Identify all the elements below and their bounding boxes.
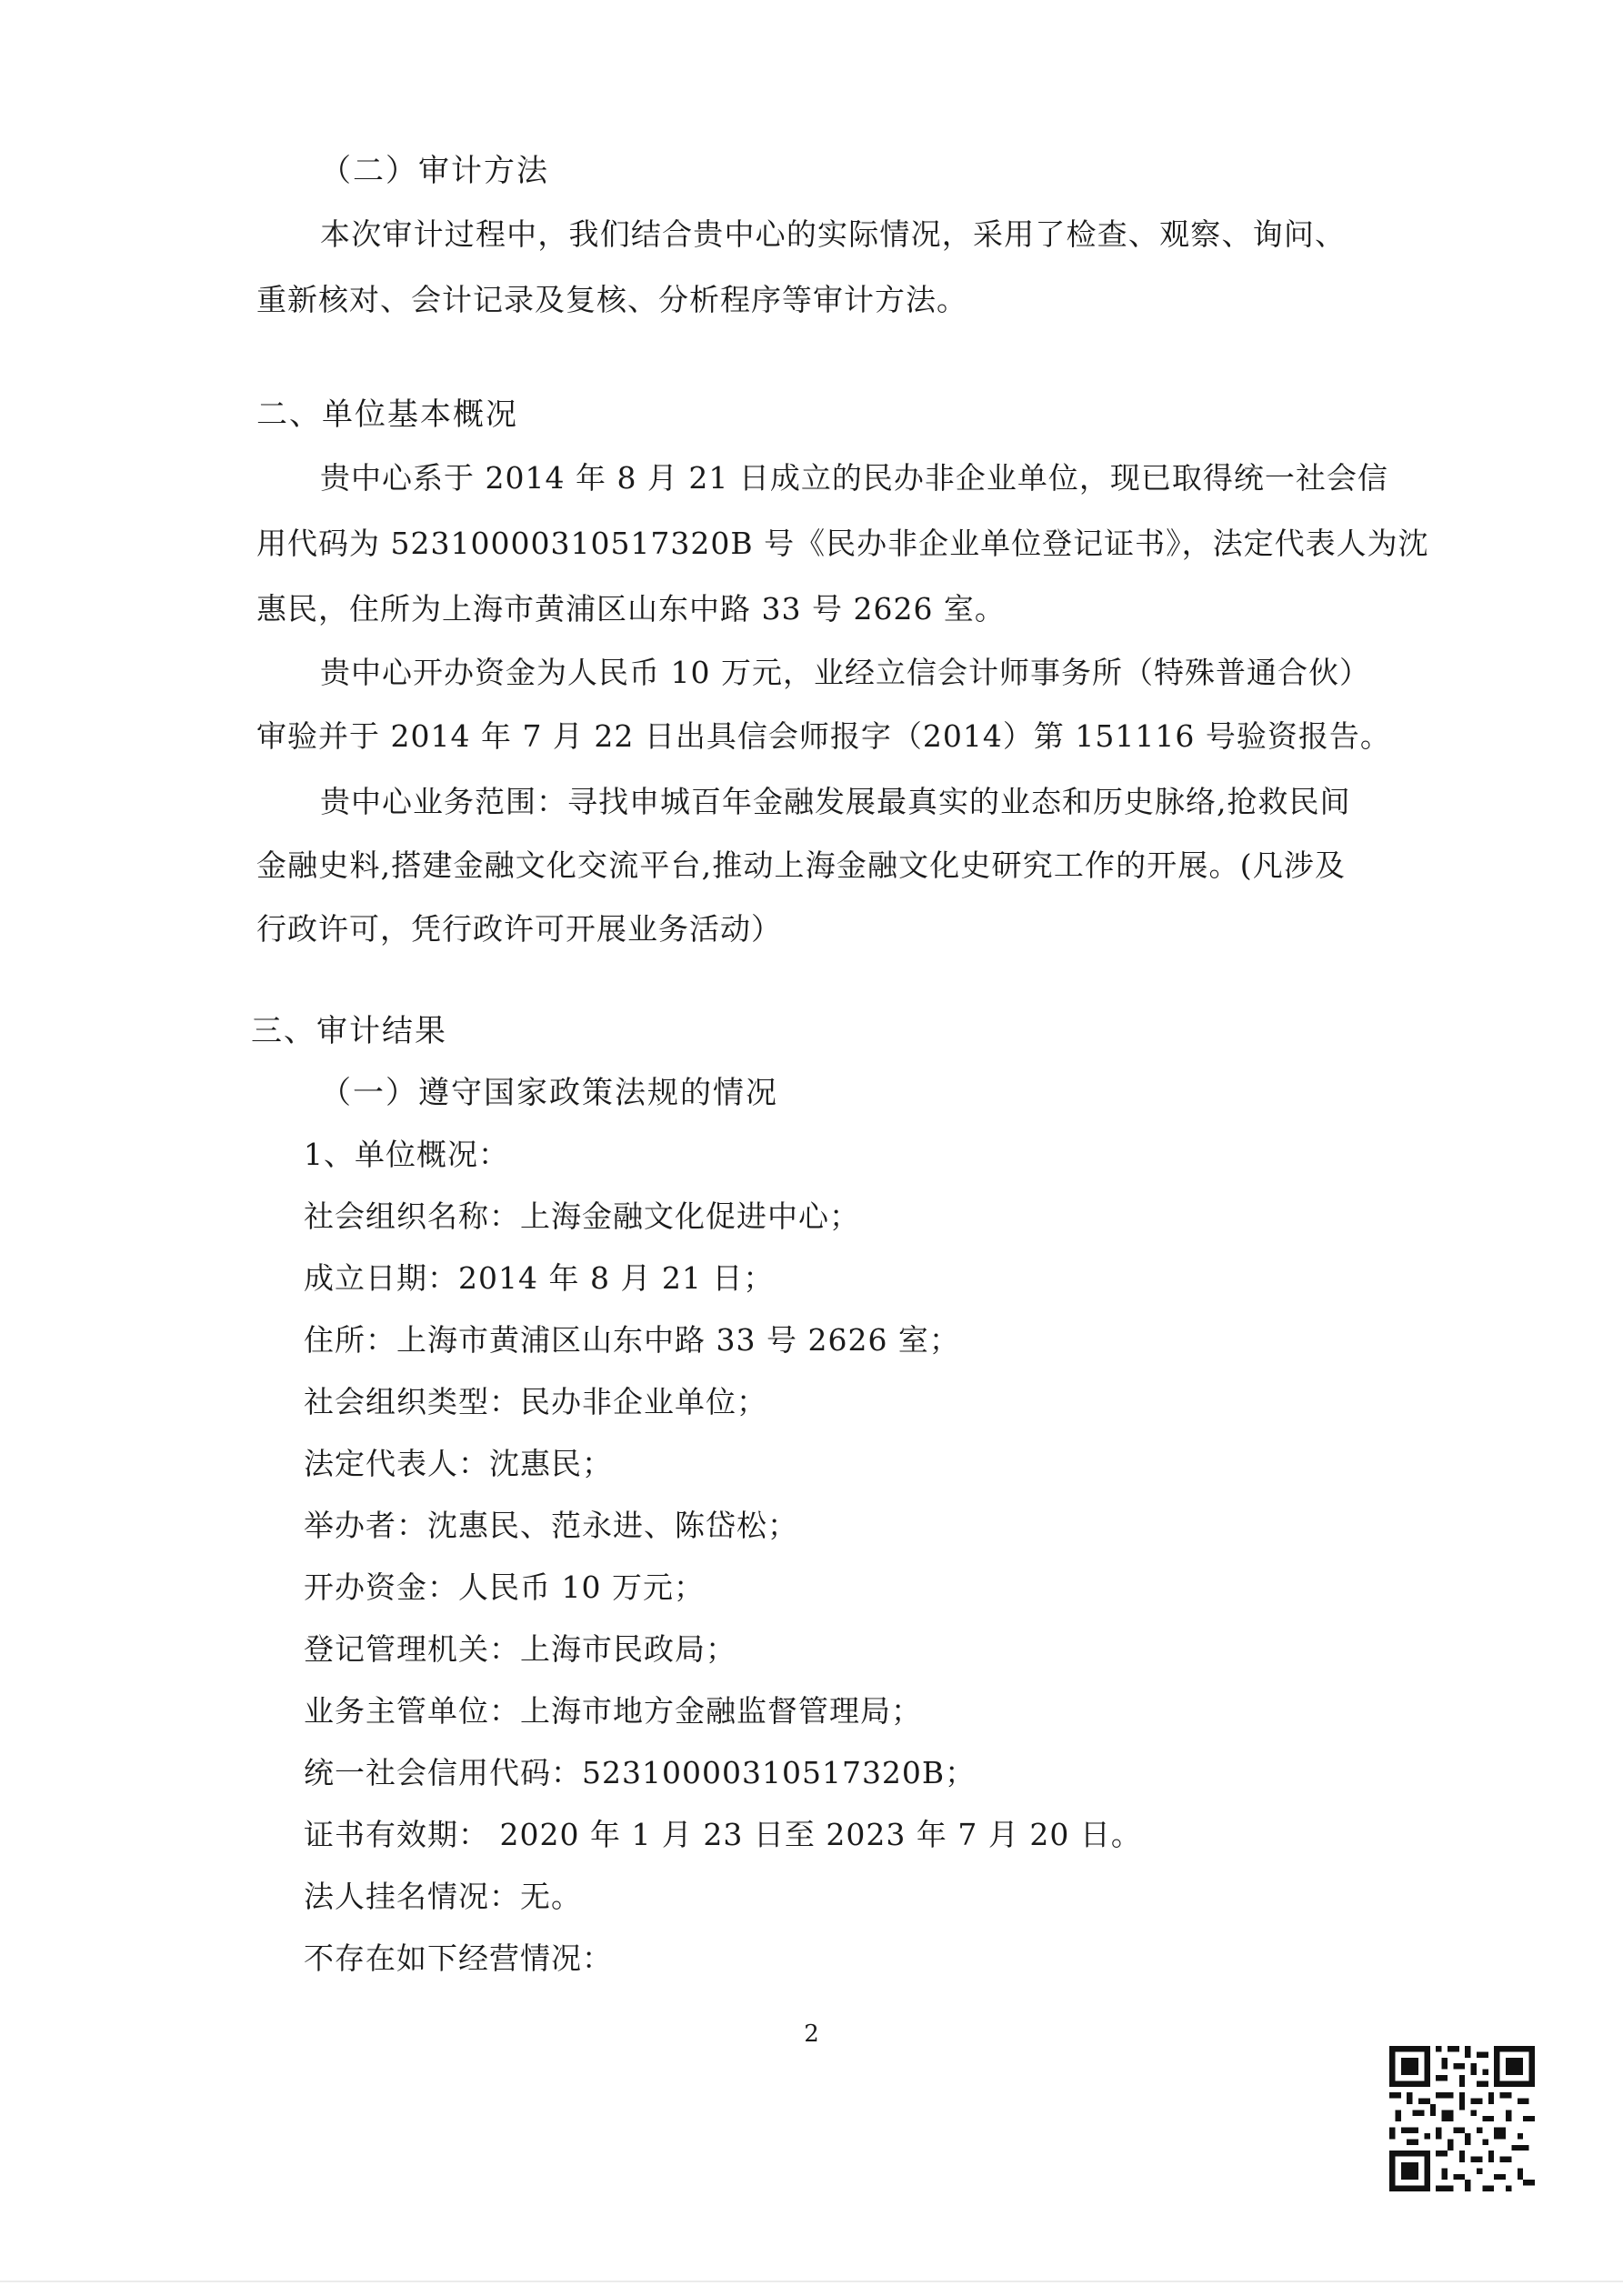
fact-certificate-validity: 证书有效期： 2020 年 1 月 23 日至 2023 年 7 月 20 日。 [304,1817,1142,1852]
fact-org-type: 社会组织类型：民办非企业单位； [304,1384,767,1419]
fact-registration-authority: 登记管理机关：上海市民政局； [304,1631,736,1667]
fact-nominee-status: 法人挂名情况：无。 [304,1879,582,1914]
fact-startup-capital: 开办资金：人民币 10 万元； [304,1569,705,1605]
fact-credit-code: 统一社会信用代码：52310000310517320B； [304,1755,977,1790]
overview-para3-line-2: 金融史料,搭建金融文化交流平台,推动上海金融文化史研究工作的开展。(凡涉及 [256,847,1346,883]
fact-founders: 举办者：沈惠民、范永进、陈岱松； [304,1508,798,1543]
results-subheading: （一）遵守国家政策法规的情况 [320,1075,778,1111]
fact-org-name: 社会组织名称：上海金融文化促进中心； [304,1198,860,1234]
fact-established-date: 成立日期：2014 年 8 月 21 日； [304,1260,775,1296]
page-number: 2 [804,2020,819,2048]
methods-paragraph-line-2: 重新核对、会计记录及复核、分析程序等审计方法。 [256,282,967,317]
methods-paragraph-line-1: 本次审计过程中，我们结合贵中心的实际情况，采用了检查、观察、询问、 [320,216,1346,252]
overview-para1-line-1: 贵中心系于 2014 年 8 月 21 日成立的民办非企业单位，现已取得统一社会信 [320,460,1388,496]
verification-qr-code [1389,2046,1535,2191]
overview-para2-line-1: 贵中心开办资金为人民币 10 万元，业经立信会计师事务所（特殊普通合伙） [320,655,1370,690]
overview-para1-line-2: 用代码为 52310000310517320B 号《民办非企业单位登记证书》，法定代表人为沈 [256,526,1429,561]
fact-supervising-unit: 业务主管单位：上海市地方金融监督管理局； [304,1693,922,1729]
overview-para1-line-3: 惠民，住所为上海市黄浦区山东中路 33 号 2626 室。 [256,591,1006,627]
methods-heading: （二）审计方法 [320,153,549,189]
scan-edge-line [0,2281,1623,2282]
overview-heading: 二、单位基本概况 [256,396,518,433]
fact-legal-representative: 法定代表人：沈惠民； [304,1446,613,1481]
overview-para3-line-1: 贵中心业务范围：寻找申城百年金融发展最真实的业态和历史脉络,抢救民间 [320,784,1351,819]
fact-no-operations: 不存在如下经营情况： [304,1940,613,1976]
overview-para3-line-3: 行政许可，凭行政许可开展业务活动） [256,911,782,947]
results-heading: 三、审计结果 [251,1013,447,1049]
results-item-title: 1、单位概况： [304,1137,509,1172]
overview-para2-line-2: 审验并于 2014 年 7 月 22 日出具信会师报字（2014）第 151116 号验资报告。 [256,718,1391,754]
fact-address: 住所：上海市黄浦区山东中路 33 号 2626 室； [304,1322,960,1358]
